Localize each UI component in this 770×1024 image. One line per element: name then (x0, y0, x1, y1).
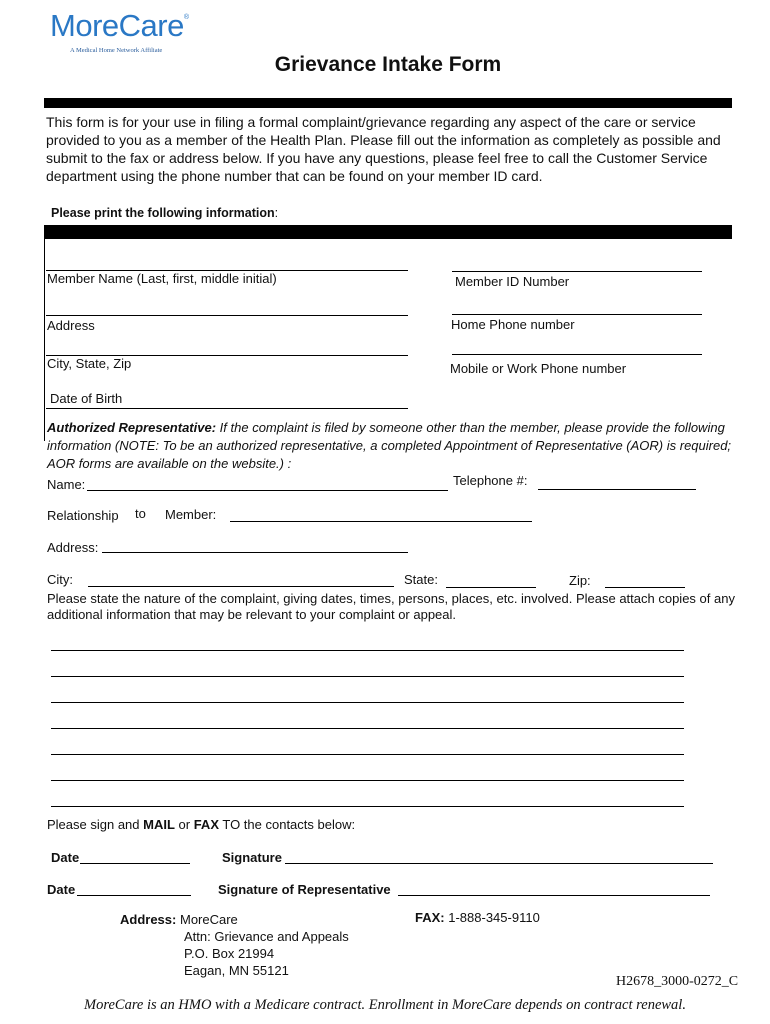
complaint-line[interactable] (51, 650, 684, 651)
member-name-label: Member Name (Last, first, middle initial) (47, 271, 277, 286)
sign-instructions (47, 817, 355, 832)
print-instruction-colon: : (274, 206, 279, 220)
mailing-address-city: Eagan, MN 55121 (184, 963, 289, 978)
date2-line[interactable] (77, 895, 191, 896)
section-left-border (44, 225, 45, 441)
sign-prefix: Please sign and (47, 817, 144, 832)
mailing-address-name: MoreCare (179, 912, 238, 927)
rep-signature-line[interactable] (398, 895, 710, 896)
mailing-address (120, 911, 349, 979)
rep-address-line[interactable] (102, 552, 408, 553)
member-id-label: Member ID Number (455, 274, 570, 289)
fax-number: 1-888-345-9110 (448, 910, 540, 925)
rep-zip-line[interactable] (605, 587, 685, 588)
complaint-line[interactable] (51, 754, 684, 755)
representative-note-text: If the complaint is filed by someone other than the member, please provide the following information (NOTE: To be an authorized representative, a completed Appointment of Representative (AOR) is required; AOR forms are available on the website.) : (47, 420, 732, 471)
home-phone-label: Home Phone number (451, 317, 575, 332)
sign-or: or (174, 817, 194, 832)
rep-city-label: City: (47, 572, 73, 587)
logo-registered-mark: ® (183, 14, 189, 21)
signature-label: Signature (222, 850, 282, 865)
city-state-zip-label: City, State, Zip (47, 356, 132, 371)
mailing-address-box: P.O. Box 21994 (184, 946, 275, 961)
mobile-phone-line[interactable] (452, 354, 702, 355)
fax-contact (415, 910, 540, 925)
section-header-bar (44, 225, 732, 239)
rep-name-label: Name: (47, 477, 86, 492)
dob-line[interactable] (46, 408, 408, 409)
complaint-line[interactable] (51, 676, 684, 677)
page-title: Grievance Intake Form (274, 53, 502, 76)
rep-telephone-label: Telephone #: (453, 473, 528, 488)
form-code: H2678_3000-0272_C (616, 974, 739, 989)
relationship-to-label: to (135, 506, 146, 521)
address-line[interactable] (46, 315, 408, 316)
complaint-line[interactable] (51, 702, 684, 703)
rep-zip-label: Zip: (569, 573, 591, 588)
sign-fax: FAX (193, 817, 219, 832)
date2-label: Date (47, 882, 76, 897)
date-line[interactable] (80, 863, 190, 864)
sign-mail: MAIL (143, 817, 175, 832)
representative-note (47, 419, 737, 473)
footer-disclaimer: MoreCare is an HMO with a Medicare contract. Enrollment in MoreCare depends on contract renewal. (84, 997, 686, 1013)
title-divider (44, 98, 732, 108)
sign-suffix: TO the contacts below: (219, 817, 356, 832)
rep-telephone-line[interactable] (538, 489, 696, 490)
complaint-instructions: Please state the nature of the complaint, giving dates, times, persons, places, etc. involved. Please attach copies of any additional information that may be relevant to your complaint or appeal. (47, 591, 735, 622)
complaint-line[interactable] (51, 806, 684, 807)
logo-text: MoreCare (50, 8, 184, 43)
mailing-address-line (120, 911, 349, 928)
signature-line[interactable] (285, 863, 713, 864)
relationship-member-label: Member: (165, 507, 217, 522)
print-instruction (51, 206, 278, 220)
rep-name-line[interactable] (87, 490, 448, 491)
fax-label: FAX: (415, 910, 445, 925)
dob-label: Date of Birth (50, 391, 123, 406)
print-instruction-text: Please print the following information (51, 206, 275, 220)
rep-state-line[interactable] (446, 587, 536, 588)
complaint-line[interactable] (51, 728, 684, 729)
logo-tagline: A Medical Home Network Affiliate (70, 47, 163, 54)
rep-city-line[interactable] (88, 586, 394, 587)
intro-paragraph: This form is for your use in filing a formal complaint/grievance regarding any aspect of the care or service provided to you as a member of the Health Plan. Please fill out the information as completely as possible and submit to the fax or address below. If you have any questions, please feel free to call the Customer Service department using the phone number that can be found on your member ID card. (46, 114, 721, 184)
complaint-line[interactable] (51, 780, 684, 781)
rep-state-label: State: (404, 572, 438, 587)
rep-signature-label: Signature of Representative (218, 882, 391, 897)
home-phone-line[interactable] (452, 314, 702, 315)
mailing-address-label: Address: (120, 912, 177, 927)
address-label: Address (47, 318, 95, 333)
relationship-label: Relationship (47, 508, 119, 523)
logo (50, 8, 189, 44)
date-label: Date (51, 850, 80, 865)
mobile-phone-label: Mobile or Work Phone number (450, 361, 627, 376)
representative-heading: Authorized Representative: (47, 420, 217, 435)
relationship-line[interactable] (230, 521, 532, 522)
member-id-line[interactable] (452, 271, 702, 272)
rep-address-label: Address: (47, 540, 99, 555)
mailing-address-attn: Attn: Grievance and Appeals (184, 929, 349, 944)
